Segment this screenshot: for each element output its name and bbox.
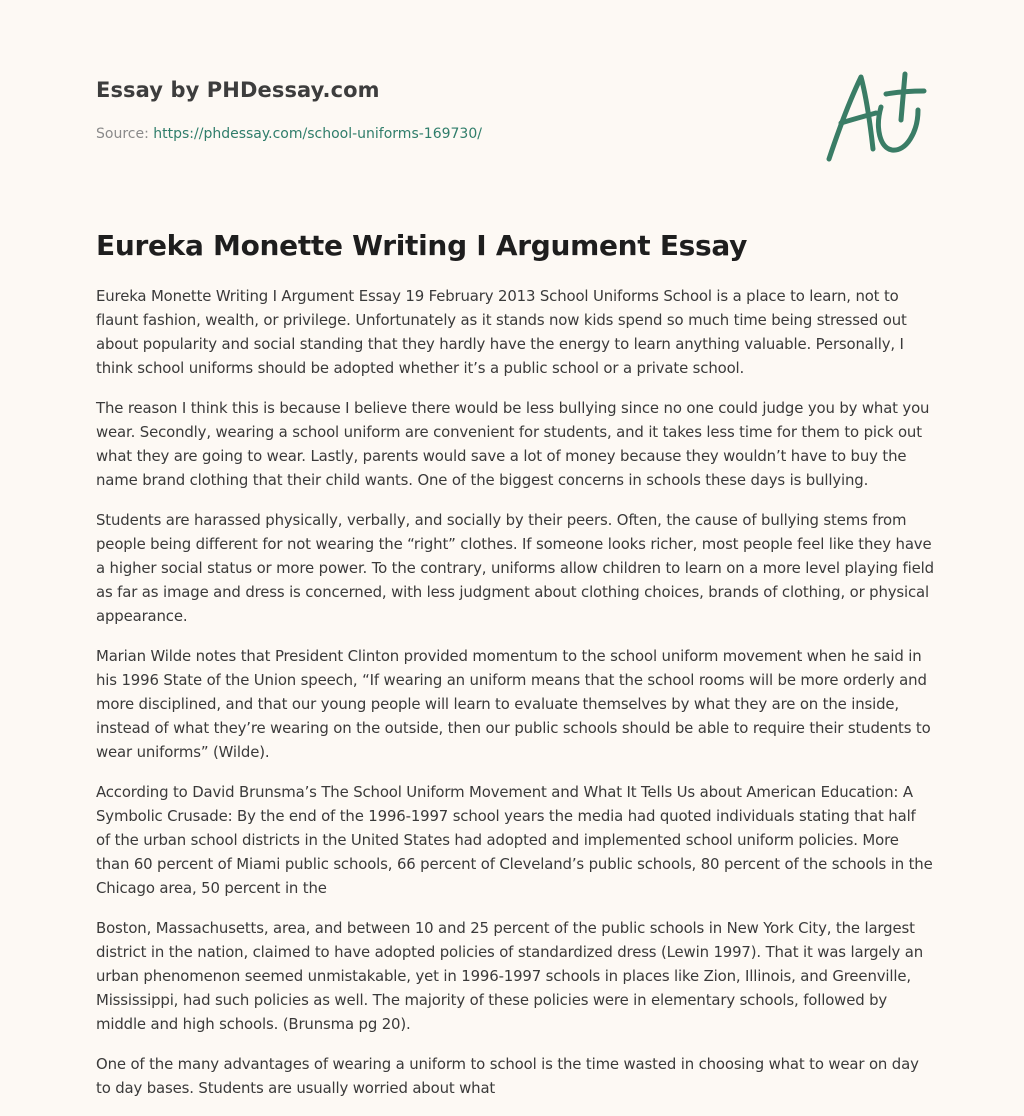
essay-title: Eureka Monette Writing I Argument Essay xyxy=(96,229,748,262)
source-label: Source: xyxy=(96,126,154,142)
essay-paragraph: One of the many advantages of wearing a uniform to school is the time wasted in choosing what to wear on day to day bases. Students are usually worried about what xyxy=(96,1055,919,1097)
a-plus-grade-icon xyxy=(820,66,930,166)
essay-paragraph: Eureka Monette Writing I Argument Essay 19 February 2013 School Uniforms School is a place to learn, not to flaunt fashion, wealth, or privilege. Unfortunately as it stands now kids spend so much time being stressed out about popularity and social standing that they hardly have the energy to learn anything valuable. Personally, I think school uniforms should be adopted whether it’s a public school or a private school. xyxy=(96,287,907,377)
essay-body xyxy=(96,284,934,1116)
essay-paragraph: Boston, Massachusetts, area, and between 10 and 25 percent of the public schools in New York City, the largest district in the nation, claimed to have adopted policies of standardized dress (Lewin 1997). That it was largely an urban phenomenon seemed unmistakable, yet in 1996-1997 schools in places like Zion, Illinois, and Greenville, Mississippi, had such policies as well. The majority of these policies were in elementary schools, followed by middle and high schools. (Brunsma pg 20). xyxy=(96,919,923,1033)
site-brand: Essay by PHDessay.com xyxy=(96,78,380,102)
source-link[interactable]: https://phdessay.com/school-uniforms-169730/ xyxy=(153,126,482,142)
essay-paragraph: The reason I think this is because I believe there would be less bullying since no one could judge you by what you wear. Secondly, wearing a school uniform are convenient for students, and it takes less time for them to pick out what they are going to wear. Lastly, parents would save a lot of money because they wouldn’t have to buy the name brand clothing that their child wants. One of the biggest concerns in schools these days is bullying. xyxy=(96,399,930,489)
essay-paragraph: Marian Wilde notes that President Clinton provided momentum to the school uniform movement when he said in his 1996 State of the Union speech, “If wearing an uniform means that the school rooms will be more orderly and more disciplined, and that our young people will learn to evaluate themselves by what they are on the inside, instead of what they’re wearing on the outside, then our public schools should be able to require their students to wear uniforms” (Wilde). xyxy=(96,647,931,761)
source-line xyxy=(96,124,796,144)
essay-paragraph: Students are harassed physically, verbally, and socially by their peers. Often, the cause of bullying stems from people being different for not wearing the “right” clothes. If someone looks richer, most people feel like they have a higher social status or more power. To the contrary, uniforms allow children to learn on a more level playing field as far as image and dress is concerned, with less judgment about clothing choices, brands of clothing, or physical appearance. xyxy=(96,511,934,625)
page-header xyxy=(96,76,796,144)
essay-paragraph: According to David Brunsma’s The School Uniform Movement and What It Tells Us about American Education: A Symbolic Crusade: By the end of the 1996-1997 school years the media had quoted individuals stating that half of the urban school districts in the United States had adopted and implemented school uniform policies. More than 60 percent of Miami public schools, 66 percent of Cleveland’s public schools, 80 percent of the schools in the Chicago area, 50 percent in the xyxy=(96,783,933,897)
